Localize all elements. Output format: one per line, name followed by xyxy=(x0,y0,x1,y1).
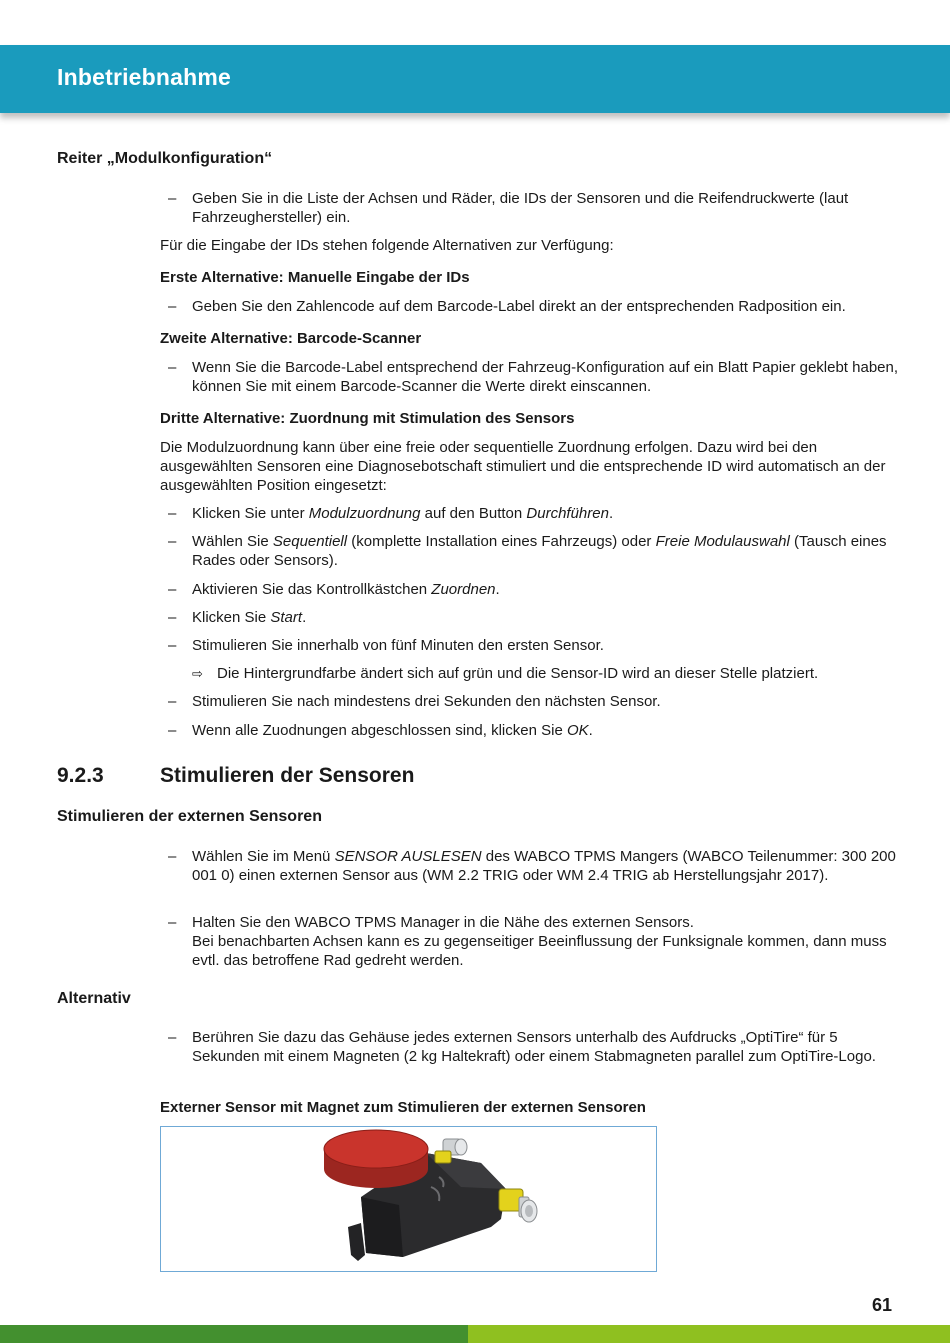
sensor-with-magnet-illustration xyxy=(161,1127,656,1271)
list-item-text: Wenn Sie die Barcode-Label entsprechend der Fahrzeug-Konfiguration auf ein Blatt Papier geklebt haben, können Sie mit einem Barcode-Scanner die Werte direkt einscannen. xyxy=(192,359,899,395)
dash-bullet: – xyxy=(168,609,177,626)
dash-bullet: – xyxy=(168,693,177,710)
list-item-text: Geben Sie den Zahlencode auf dem Barcode-Label direkt an der entsprechenden Radposition ein. xyxy=(192,298,846,315)
footer-band-dark xyxy=(0,1325,468,1343)
dash-bullet: – xyxy=(168,505,177,522)
paragraph: Für die Eingabe der IDs stehen folgende Alternativen zur Verfügung: xyxy=(160,237,614,254)
result-arrow-icon: ⇨ xyxy=(192,666,203,681)
dash-bullet: – xyxy=(168,533,177,550)
list-item xyxy=(160,358,900,396)
page-number: 61 xyxy=(872,1295,893,1315)
chapter-number: 9.2.3 xyxy=(57,764,104,787)
dash-bullet: – xyxy=(168,914,177,931)
footer-band-light xyxy=(468,1325,950,1343)
list-item xyxy=(160,189,900,227)
dash-bullet: – xyxy=(168,190,177,207)
sensor-figure xyxy=(160,1126,657,1272)
fitting-top-yellow xyxy=(435,1151,451,1163)
paragraph: Die Modulzuordnung kann über eine freie oder sequentielle Zuordnung erfolgen. Dazu wird bei den ausgewählten Sensoren eine Diagnosebotschaft stimuliert und die entsprechende ID wird automatisch an der ausgewählten Position eingesetzt: xyxy=(160,439,886,494)
list-item xyxy=(160,1028,900,1066)
list-item-text: Aktivieren Sie das Kontrollkästchen Zuordnen. xyxy=(192,581,500,598)
list-item xyxy=(160,692,900,711)
dash-bullet: – xyxy=(168,722,177,739)
list-item-text: Berühren Sie dazu das Gehäuse jedes externen Sensors unterhalb des Aufdrucks „OptiTire“ für 5 Sekunden mit einem Magneten (2 kg Haltekraft) oder einem Stabmagneten parallel zum OptiTire-Logo. xyxy=(192,1029,876,1065)
fitting-side xyxy=(499,1189,537,1222)
list-item xyxy=(160,913,900,970)
subheading-alternative-2: Zweite Alternative: Barcode-Scanner xyxy=(160,330,422,347)
list-item-text: Stimulieren Sie innerhalb von fünf Minuten den ersten Sensor. xyxy=(192,637,604,654)
dash-bullet: – xyxy=(168,848,177,865)
list-item xyxy=(160,297,900,316)
dash-bullet: – xyxy=(168,581,177,598)
result-item-text: Die Hintergrundfarbe ändert sich auf grün und die Sensor-ID wird an dieser Stelle platziert. xyxy=(217,665,819,682)
list-item-text: Klicken Sie unter Modulzuordnung auf den Button Durchführen. xyxy=(192,505,614,522)
list-item-text: Wenn alle Zuodnungen abgeschlossen sind, klicken Sie OK. xyxy=(192,722,593,739)
chapter-heading xyxy=(57,764,414,788)
list-item xyxy=(160,847,900,885)
list-item xyxy=(160,608,900,627)
dash-bullet: – xyxy=(168,1029,177,1046)
section-heading-externe-sensoren: Stimulieren der externen Sensoren xyxy=(57,808,322,825)
dash-bullet: – xyxy=(168,298,177,315)
list-item xyxy=(160,721,900,740)
subheading-alternative-1: Erste Alternative: Manuelle Eingabe der IDs xyxy=(160,269,470,286)
list-item-text: Wählen Sie Sequentiell (komplette Installation eines Fahrzeugs) oder Freie Modulauswahl (Tausch eines Rades oder Sensors). xyxy=(192,533,887,569)
chapter-title: Stimulieren der Sensoren xyxy=(160,764,415,787)
list-item xyxy=(160,532,900,570)
list-item-text: Wählen Sie im Menü SENSOR AUSLESEN des WABCO TPMS Mangers (WABCO Teilenummer: 300 200 001 0) einen externen Sensor aus (WM 2.2 TRIG oder WM 2.4 TRIG ab Herstellungsjahr 2017). xyxy=(192,848,896,884)
section-heading-modulkonfiguration: Reiter „Modulkonfiguration“ xyxy=(57,150,273,167)
list-item xyxy=(160,580,900,599)
page-title: Inbetriebnahme xyxy=(57,64,232,90)
section-heading-alternativ: Alternativ xyxy=(57,990,131,1007)
dash-bullet: – xyxy=(168,359,177,376)
magnet xyxy=(324,1130,428,1188)
list-item xyxy=(160,636,900,655)
result-item xyxy=(192,664,900,683)
subheading-alternative-3: Dritte Alternative: Zuordnung mit Stimulation des Sensors xyxy=(160,410,575,427)
list-item-text: Geben Sie in die Liste der Achsen und Räder, die IDs der Sensoren und die Reifendruckwerte (laut Fahrzeughersteller) ein. xyxy=(192,190,849,226)
list-item-text: Klicken Sie Start. xyxy=(192,609,307,626)
figure-caption: Externer Sensor mit Magnet zum Stimulieren der externen Sensoren xyxy=(160,1099,646,1116)
dash-bullet: – xyxy=(168,637,177,654)
list-item-text: Halten Sie den WABCO TPMS Manager in die Nähe des externen Sensors. Bei benachbarten Achsen kann es zu gegenseitiger Beeinflussung der Funksignale kommen, dann muss evtl. das betroffene Rad gedreht werden. xyxy=(192,914,887,969)
list-item-text: Stimulieren Sie nach mindestens drei Sekunden den nächsten Sensor. xyxy=(192,693,661,710)
list-item xyxy=(160,504,900,523)
